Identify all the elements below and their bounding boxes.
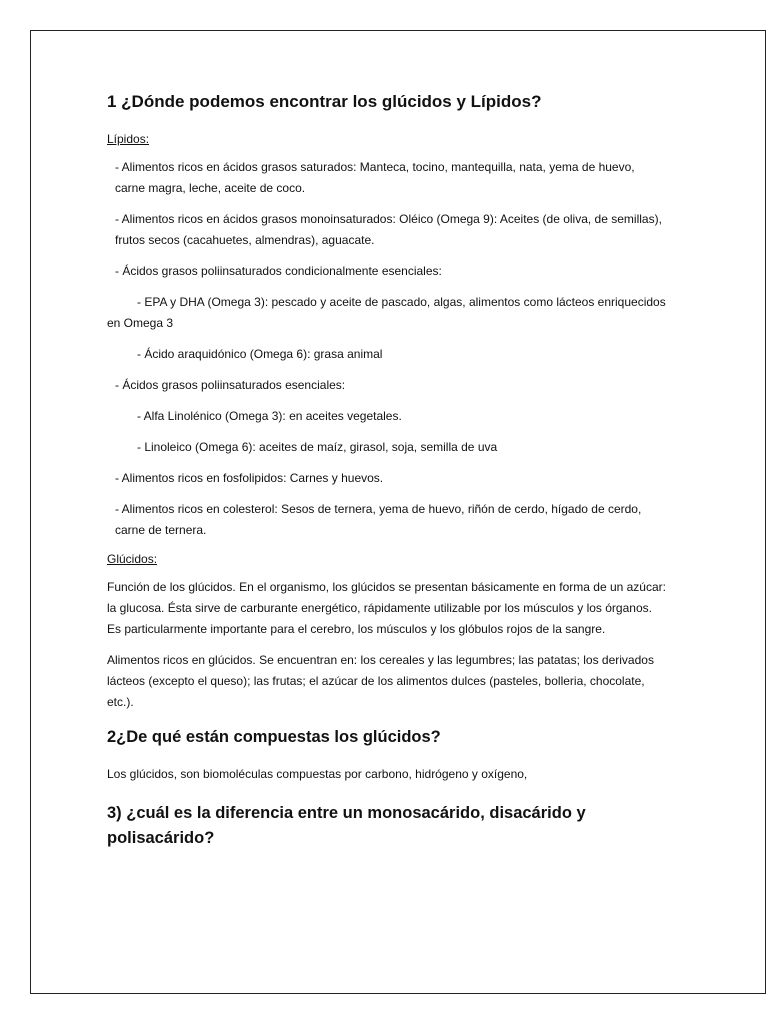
lipidos-subitem: - Alfa Linolénico (Omega 3): en aceites vegetales. [137, 409, 402, 423]
lipidos-item: - Alimentos ricos en ácidos grasos monoinsaturados: Oléico (Omega 9): Aceites (de oliva, de semillas), frutos secos (cacahuetes, almendras), aguacate. [115, 212, 662, 247]
document-body [107, 91, 667, 851]
lipidos-item: - Alimentos ricos en fosfolipidos: Carnes y huevos. [115, 471, 384, 485]
answer-question-2: Los glúcidos, son biomoléculas compuestas por carbono, hidrógeno y oxígeno, [107, 767, 528, 781]
lipidos-subitem: - Ácido araquidónico (Omega 6): grasa animal [137, 347, 383, 361]
section-label-glucidos: Glúcidos: [107, 552, 158, 566]
lipidos-item: - Ácidos grasos poliinsaturados condicionalmente esenciales: [115, 264, 442, 278]
heading-question-1: 1 ¿Dónde podemos encontrar los glúcidos y Lípidos? [107, 92, 542, 111]
glucidos-paragraph: Función de los glúcidos. En el organismo, los glúcidos se presentan básicamente en forma de un azúcar: la glucosa. Ésta sirve de carburante energético, rápidamente utilizable por los músculos y los órganos. Es particularmente importante para el cerebro, los músculos y los glóbulos rojos de la sangre. [107, 580, 666, 636]
lipidos-item: - Alimentos ricos en ácidos grasos saturados: Manteca, tocino, mantequilla, nata, yema de huevo, carne magra, leche, aceite de coco. [115, 160, 635, 195]
document-page [30, 30, 766, 994]
lipidos-subitem: - EPA y DHA (Omega 3): pescado y aceite de pascado, algas, alimentos como lácteos enriquecidos en Omega 3 [107, 295, 666, 330]
section-label-lipidos: Lípidos: [107, 132, 150, 146]
lipidos-subitem: - Linoleico (Omega 6): aceites de maíz, girasol, soja, semilla de uva [137, 440, 498, 454]
lipidos-item: - Ácidos grasos poliinsaturados esenciales: [115, 378, 346, 392]
lipidos-item: - Alimentos ricos en colesterol: Sesos de ternera, yema de huevo, riñón de cerdo, hígado de cerdo, carne de ternera. [115, 502, 642, 537]
heading-question-2: 2¿De qué están compuestas los glúcidos? [107, 728, 441, 746]
glucidos-paragraph: Alimentos ricos en glúcidos. Se encuentran en: los cereales y las legumbres; las patatas; los derivados lácteos (excepto el queso); las frutas; el azúcar de los alimentos dulces (pasteles, bolleria, chocolate, etc.). [107, 653, 654, 709]
heading-question-3: 3) ¿cuál es la diferencia entre un monosacárido, disacárido y polisacárido? [107, 804, 586, 847]
